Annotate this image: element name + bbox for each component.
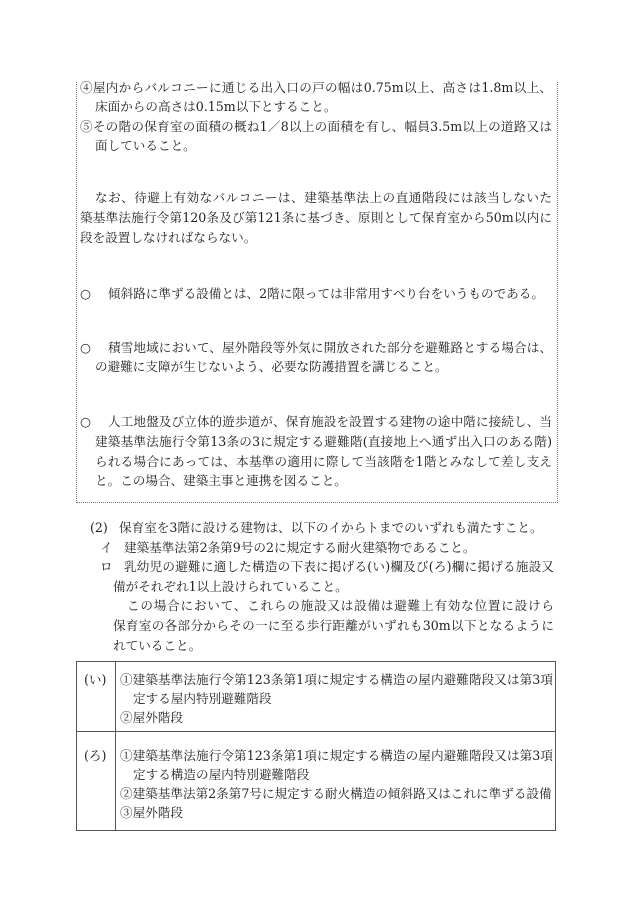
ro-note-line-1: この場合において、これらの施設又は設備は避難上有効な位置に設けら [127,598,554,613]
item-5-line-2: 面していること。 [95,138,196,153]
row-divider [77,731,555,732]
bullet-2-line-2: の避難に支障が生じないよう、必要な防護措置を講じること。 [95,359,448,374]
bullet-1-line-1: 傾斜路に準ずる設備とは、2階に限っては非常用すべり台をいうものである。 [108,286,544,301]
bullet-1-mark: ○ [80,286,91,301]
table-row-ro-line-3: ②建築基準法第2条第7号に規定する耐火構造の傾斜路又はこれに準ずる設備 [120,786,552,801]
table-row-ro-line-2: 定する構造の屋内特別避難階段 [133,767,310,782]
note-line-3: 段を設置しなければならない。 [80,230,257,245]
section-2-number: (2) [90,520,108,535]
item-i-line-1: 建築基準法第2条第9号の2に規定する耐火建築物であること。 [124,540,476,555]
item-5-line-1: ⑤その階の保育室の面積の概ね1／8以上の面積を有し、幅員3.5m以上の道路又は [80,119,552,134]
table-row-i-label: (い) [84,672,107,687]
item-ro-line-2: 備がそれぞれ1以上設けられていること。 [113,579,348,594]
item-4-line-1: ④屋内からバルコニーに通じる出入口の戸の幅は0.75m以上、高さは1.8m以上、 [80,80,552,95]
table-row-i-line-2: 定する屋内特別避難階段 [133,691,272,706]
note-line-1: なお、待避上有効なバルコニーは、建築基準法上の直通階段には該当しないた [95,190,552,205]
bullet-3-mark: ○ [80,414,91,429]
bullet-3-line-3: られる場合にあっては、本基準の適用に際して当該階を1階とみなして差し支え [95,454,552,469]
column-divider [115,662,116,830]
table-row-ro-line-1: ①建築基準法施行令第123条第1項に規定する構造の屋内避難階段又は第3項 [120,748,553,763]
bullet-3-line-4: と。この場合、建築主事と連携を図ること。 [95,473,347,488]
bullet-2-mark: ○ [80,340,91,355]
bullet-3-line-1: 人工地盤及び立体的遊歩道が、保育施設を設置する建物の途中階に接続し、当 [108,414,552,429]
table-row-i-line-3: ②屋外階段 [120,710,183,725]
note-line-2: 築基準法施行令第120条及び第121条に基づき、原則として保育室から50m以内に [80,210,552,225]
item-i-mark: イ [100,540,113,555]
table-row-ro-label: (ろ) [84,748,107,763]
table-row-i-line-1: ①建築基準法施行令第123条第1項に規定する構造の屋内避難階段又は第3項 [120,672,553,687]
ro-note-line-3: れていること。 [113,638,202,653]
ro-note-line-2: 保育室の各部分からその一に至る歩行距離がいずれも30m以下となるように [113,618,554,633]
item-4-line-2: 床面からの高さは0.15m以下とすること。 [95,99,337,114]
item-ro-line-1: 乳幼児の避難に適した構造の下表に掲げる(い)欄及び(ろ)欄に掲げる施設又 [124,559,554,574]
item-ro-mark: ロ [100,559,113,574]
bullet-2-line-1: 積雪地域において、屋外階段等外気に開放された部分を避難路とする場合は、 [108,340,552,355]
table-row-ro-line-4: ③屋外階段 [120,805,183,820]
bullet-3-line-2: 建築基準法施行令第13条の3に規定する避難階(直接地上へ通ず出入口のある階) [95,434,552,449]
section-2-heading: 保育室を3階に設ける建物は、以下のイからトまでのいずれも満たすこと。 [119,520,543,535]
